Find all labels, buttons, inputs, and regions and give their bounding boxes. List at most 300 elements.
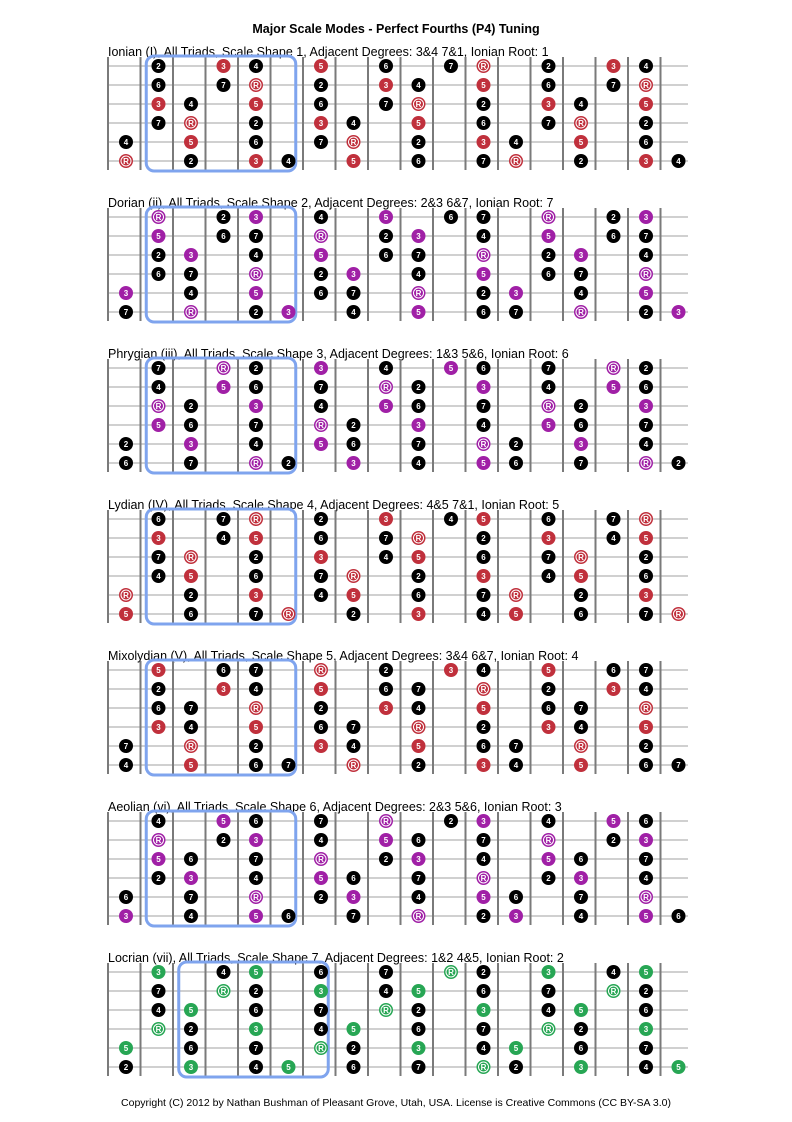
svg-text:4: 4	[383, 987, 389, 996]
scale-degree-marker	[152, 248, 166, 262]
scale-degree-marker	[542, 512, 556, 526]
scale-degree-marker	[412, 758, 426, 772]
svg-text:7: 7	[676, 761, 681, 770]
svg-text:5: 5	[481, 459, 486, 468]
svg-text:2: 2	[188, 591, 194, 600]
svg-text:R: R	[643, 270, 649, 279]
scale-degree-marker	[477, 701, 491, 715]
scale-degree-marker	[574, 97, 588, 111]
scale-degree-marker	[542, 361, 556, 375]
svg-text:2: 2	[481, 534, 486, 543]
svg-text:6: 6	[611, 666, 616, 675]
svg-text:6: 6	[546, 270, 551, 279]
svg-text:5: 5	[383, 836, 389, 845]
scale-degree-marker	[672, 1060, 686, 1074]
scale-degree-marker	[314, 512, 328, 526]
mode-heading: Lydian (IV), All Triads, Scale Shape 4, Adjacent Degrees: 4&5 7&1, Ionian Root: 5	[108, 498, 560, 512]
svg-text:6: 6	[253, 572, 259, 581]
scale-degree-marker	[542, 984, 556, 998]
scale-degree-marker	[347, 456, 361, 470]
scale-degree-marker	[477, 1003, 491, 1017]
svg-text:R: R	[253, 270, 259, 279]
svg-text:2: 2	[188, 1025, 194, 1034]
svg-text:4: 4	[156, 1006, 161, 1015]
svg-text:3: 3	[156, 534, 161, 543]
svg-text:2: 2	[546, 251, 551, 260]
svg-text:R: R	[415, 912, 422, 921]
svg-text:2: 2	[578, 402, 584, 411]
scale-degree-marker	[639, 852, 653, 866]
scale-degree-marker	[574, 1041, 588, 1055]
svg-text:3: 3	[188, 874, 194, 883]
svg-text:6: 6	[188, 421, 194, 430]
root-note-marker	[152, 399, 166, 413]
svg-text:2: 2	[546, 874, 551, 883]
svg-text:7: 7	[481, 213, 486, 222]
svg-text:6: 6	[188, 855, 194, 864]
svg-text:4: 4	[643, 62, 649, 71]
svg-text:3: 3	[611, 62, 616, 71]
scale-degree-marker	[249, 1041, 263, 1055]
scale-degree-marker	[314, 739, 328, 753]
scale-degree-marker	[412, 1041, 426, 1055]
scale-degree-marker	[639, 59, 653, 73]
svg-text:7: 7	[318, 1006, 324, 1015]
svg-text:2: 2	[481, 289, 486, 298]
svg-text:7: 7	[643, 610, 649, 619]
root-note-marker	[249, 267, 263, 281]
scale-degree-marker	[184, 286, 198, 300]
scale-degree-marker	[347, 437, 361, 451]
scale-degree-marker	[574, 758, 588, 772]
svg-text:R: R	[188, 742, 194, 751]
svg-text:6: 6	[253, 761, 259, 770]
root-note-marker	[119, 588, 133, 602]
svg-text:5: 5	[416, 987, 421, 996]
root-note-marker	[639, 890, 653, 904]
scale-degree-marker	[184, 1060, 198, 1074]
root-note-marker	[412, 97, 426, 111]
svg-text:4: 4	[546, 383, 551, 392]
svg-text:7: 7	[416, 874, 421, 883]
svg-text:6: 6	[318, 534, 324, 543]
scale-degree-marker	[509, 135, 523, 149]
scale-degree-marker	[249, 739, 263, 753]
scale-degree-marker	[639, 1060, 653, 1074]
scale-degree-marker	[574, 588, 588, 602]
svg-text:4: 4	[253, 440, 259, 449]
svg-text:R: R	[123, 157, 129, 166]
scale-degree-marker	[477, 116, 491, 130]
svg-text:7: 7	[481, 402, 486, 411]
scale-degree-marker	[152, 78, 166, 92]
svg-text:2: 2	[253, 308, 259, 317]
scale-degree-marker	[119, 739, 133, 753]
scale-degree-marker	[152, 550, 166, 564]
svg-text:7: 7	[383, 100, 389, 109]
scale-degree-marker	[477, 286, 491, 300]
scale-degree-marker	[639, 663, 653, 677]
page-title: Major Scale Modes - Perfect Fourths (P4) Tuning	[252, 22, 540, 36]
svg-text:7: 7	[156, 987, 161, 996]
svg-text:2: 2	[156, 685, 161, 694]
scale-degree-marker	[477, 758, 491, 772]
scale-degree-marker	[542, 871, 556, 885]
svg-text:7: 7	[481, 591, 486, 600]
svg-text:4: 4	[513, 138, 519, 147]
root-note-marker	[639, 78, 653, 92]
svg-text:R: R	[643, 81, 649, 90]
scale-degree-marker	[379, 210, 393, 224]
scale-degree-marker	[314, 531, 328, 545]
scale-degree-marker	[119, 135, 133, 149]
svg-text:R: R	[318, 421, 324, 430]
svg-text:2: 2	[611, 213, 616, 222]
scale-degree-marker	[249, 1022, 263, 1036]
svg-text:3: 3	[253, 213, 259, 222]
svg-text:4: 4	[253, 251, 259, 260]
svg-text:7: 7	[546, 364, 551, 373]
svg-text:R: R	[123, 591, 129, 600]
scale-degree-marker	[509, 607, 523, 621]
scale-degree-marker	[444, 210, 458, 224]
svg-text:2: 2	[643, 553, 649, 562]
svg-text:2: 2	[416, 572, 421, 581]
svg-text:7: 7	[578, 270, 584, 279]
svg-text:4: 4	[611, 968, 616, 977]
scale-degree-marker	[347, 588, 361, 602]
svg-text:3: 3	[188, 440, 194, 449]
svg-text:5: 5	[156, 421, 161, 430]
scale-degree-marker	[477, 984, 491, 998]
scale-degree-marker	[607, 965, 621, 979]
scale-degree-marker	[477, 305, 491, 319]
root-note-marker	[314, 852, 328, 866]
scale-degree-marker	[249, 720, 263, 734]
scale-degree-marker	[542, 97, 556, 111]
scale-degree-marker	[347, 890, 361, 904]
svg-text:5: 5	[416, 742, 421, 751]
svg-text:R: R	[545, 836, 552, 845]
svg-text:7: 7	[318, 383, 324, 392]
svg-text:5: 5	[546, 666, 551, 675]
fretboard-diagram	[0, 960, 792, 1079]
svg-text:2: 2	[318, 515, 324, 524]
svg-text:3: 3	[188, 251, 194, 260]
svg-text:7: 7	[611, 81, 616, 90]
svg-text:7: 7	[221, 81, 226, 90]
scale-degree-marker	[347, 154, 361, 168]
svg-text:R: R	[545, 213, 552, 222]
scale-degree-marker	[509, 305, 523, 319]
root-note-marker	[119, 154, 133, 168]
svg-text:7: 7	[351, 912, 356, 921]
svg-text:4: 4	[123, 138, 129, 147]
svg-text:5: 5	[123, 610, 129, 619]
svg-text:2: 2	[643, 364, 649, 373]
scale-degree-marker	[217, 78, 231, 92]
scale-degree-marker	[314, 1003, 328, 1017]
svg-text:3: 3	[643, 1025, 649, 1034]
svg-text:3: 3	[416, 421, 421, 430]
svg-text:4: 4	[546, 817, 551, 826]
svg-text:6: 6	[351, 1063, 356, 1072]
svg-text:3: 3	[448, 666, 454, 675]
scale-degree-marker	[152, 97, 166, 111]
svg-text:5: 5	[513, 1044, 519, 1053]
scale-degree-marker	[477, 456, 491, 470]
scale-degree-marker	[412, 116, 426, 130]
scale-degree-marker	[249, 97, 263, 111]
svg-text:6: 6	[643, 1006, 649, 1015]
scale-degree-marker	[379, 229, 393, 243]
scale-degree-marker	[412, 78, 426, 92]
scale-degree-marker	[574, 607, 588, 621]
scale-degree-marker	[184, 1022, 198, 1036]
scale-degree-marker	[639, 871, 653, 885]
svg-text:2: 2	[643, 987, 649, 996]
svg-text:6: 6	[546, 515, 551, 524]
fretboard-diagram	[0, 658, 792, 777]
scale-degree-marker	[379, 833, 393, 847]
svg-text:2: 2	[351, 1044, 356, 1053]
svg-text:6: 6	[416, 402, 421, 411]
scale-degree-marker	[509, 1041, 523, 1055]
svg-text:5: 5	[643, 289, 649, 298]
svg-text:5: 5	[611, 383, 616, 392]
svg-text:4: 4	[318, 402, 324, 411]
svg-text:R: R	[415, 289, 422, 298]
scale-degree-marker	[249, 248, 263, 262]
scale-degree-marker	[379, 512, 393, 526]
scale-degree-marker	[444, 59, 458, 73]
svg-text:6: 6	[383, 62, 389, 71]
svg-text:R: R	[415, 534, 422, 543]
svg-text:4: 4	[643, 685, 649, 694]
scale-degree-marker	[412, 569, 426, 583]
svg-text:R: R	[220, 987, 227, 996]
scale-degree-marker	[314, 399, 328, 413]
scale-degree-marker	[217, 663, 231, 677]
svg-text:6: 6	[188, 610, 194, 619]
scale-degree-marker	[379, 248, 393, 262]
scale-degree-marker	[314, 78, 328, 92]
scale-degree-marker	[152, 965, 166, 979]
svg-text:2: 2	[383, 855, 389, 864]
svg-text:5: 5	[578, 138, 584, 147]
scale-degree-marker	[672, 154, 686, 168]
scale-degree-marker	[477, 531, 491, 545]
scale-degree-marker	[574, 456, 588, 470]
scale-degree-marker	[347, 305, 361, 319]
svg-text:6: 6	[643, 817, 649, 826]
scale-degree-marker	[314, 380, 328, 394]
svg-text:5: 5	[351, 1025, 356, 1034]
svg-text:4: 4	[643, 1063, 649, 1072]
scale-degree-marker	[249, 909, 263, 923]
scale-degree-marker	[477, 890, 491, 904]
scale-degree-marker	[314, 871, 328, 885]
scale-degree-marker	[574, 720, 588, 734]
svg-text:R: R	[643, 704, 649, 713]
scale-degree-marker	[412, 418, 426, 432]
svg-text:2: 2	[123, 440, 129, 449]
svg-text:5: 5	[643, 912, 649, 921]
root-note-marker	[477, 437, 491, 451]
scale-degree-marker	[217, 965, 231, 979]
scale-degree-marker	[574, 154, 588, 168]
scale-degree-marker	[477, 154, 491, 168]
scale-degree-marker	[347, 267, 361, 281]
scale-degree-marker	[119, 1041, 133, 1055]
fretboard-diagram	[0, 356, 792, 475]
scale-degree-marker	[639, 437, 653, 451]
scale-degree-marker	[639, 607, 653, 621]
scale-shape-box	[146, 811, 296, 926]
scale-degree-marker	[542, 569, 556, 583]
svg-text:6: 6	[253, 383, 259, 392]
scale-degree-marker	[152, 229, 166, 243]
scale-degree-marker	[152, 380, 166, 394]
svg-text:2: 2	[448, 817, 454, 826]
scale-degree-marker	[152, 59, 166, 73]
svg-text:3: 3	[416, 610, 421, 619]
scale-shape-box	[179, 962, 329, 1077]
root-note-marker	[639, 456, 653, 470]
scale-degree-marker	[379, 97, 393, 111]
svg-text:2: 2	[253, 119, 259, 128]
scale-shape-box	[146, 56, 296, 171]
scale-degree-marker	[639, 154, 653, 168]
svg-text:7: 7	[123, 308, 129, 317]
svg-text:R: R	[155, 402, 162, 411]
scale-degree-marker	[477, 210, 491, 224]
scale-degree-marker	[152, 267, 166, 281]
svg-text:5: 5	[513, 610, 519, 619]
svg-text:4: 4	[481, 232, 486, 241]
svg-text:4: 4	[481, 421, 486, 430]
scale-degree-marker	[574, 248, 588, 262]
scale-degree-marker	[314, 965, 328, 979]
svg-text:3: 3	[253, 402, 259, 411]
scale-degree-marker	[509, 286, 523, 300]
svg-text:7: 7	[188, 704, 194, 713]
scale-degree-marker	[152, 512, 166, 526]
scale-degree-marker	[477, 361, 491, 375]
svg-text:R: R	[253, 704, 259, 713]
svg-text:6: 6	[676, 912, 681, 921]
scale-degree-marker	[119, 890, 133, 904]
scale-degree-marker	[477, 267, 491, 281]
svg-text:2: 2	[643, 308, 649, 317]
svg-text:5: 5	[221, 817, 226, 826]
svg-text:2: 2	[221, 213, 226, 222]
svg-text:2: 2	[286, 459, 291, 468]
svg-text:R: R	[578, 553, 584, 562]
svg-text:3: 3	[253, 157, 259, 166]
scale-degree-marker	[574, 1003, 588, 1017]
svg-text:R: R	[480, 440, 487, 449]
svg-text:6: 6	[351, 874, 356, 883]
scale-degree-marker	[574, 701, 588, 715]
scale-degree-marker	[184, 569, 198, 583]
svg-text:R: R	[643, 459, 649, 468]
root-note-marker	[217, 361, 231, 375]
scale-degree-marker	[574, 890, 588, 904]
scale-degree-marker	[184, 399, 198, 413]
svg-text:5: 5	[546, 421, 551, 430]
mode-heading: Ionian (I), All Triads, Scale Shape 1, Adjacent Degrees: 3&4 7&1, Ionian Root: 1	[108, 45, 549, 59]
svg-text:R: R	[545, 402, 552, 411]
scale-degree-marker	[412, 890, 426, 904]
scale-degree-marker	[477, 965, 491, 979]
scale-degree-marker	[314, 361, 328, 375]
svg-text:2: 2	[253, 553, 259, 562]
svg-text:6: 6	[156, 704, 161, 713]
svg-text:2: 2	[318, 270, 324, 279]
root-note-marker	[379, 814, 393, 828]
scale-degree-marker	[477, 97, 491, 111]
scale-degree-marker	[379, 550, 393, 564]
svg-text:7: 7	[318, 138, 324, 147]
scale-degree-marker	[282, 154, 296, 168]
svg-text:3: 3	[481, 572, 486, 581]
svg-text:4: 4	[318, 836, 324, 845]
root-note-marker	[477, 1060, 491, 1074]
scale-degree-marker	[184, 1003, 198, 1017]
scale-degree-marker	[574, 418, 588, 432]
scale-degree-marker	[184, 701, 198, 715]
svg-text:2: 2	[416, 138, 421, 147]
svg-text:3: 3	[416, 855, 421, 864]
scale-degree-marker	[412, 833, 426, 847]
svg-text:4: 4	[643, 251, 649, 260]
svg-text:5: 5	[578, 761, 584, 770]
scale-degree-marker	[477, 720, 491, 734]
root-note-marker	[574, 739, 588, 753]
svg-text:3: 3	[221, 685, 226, 694]
svg-text:5: 5	[546, 855, 551, 864]
svg-text:4: 4	[611, 534, 616, 543]
root-note-marker	[217, 984, 231, 998]
scale-degree-marker	[249, 380, 263, 394]
svg-text:5: 5	[578, 572, 584, 581]
root-note-marker	[542, 1022, 556, 1036]
svg-text:7: 7	[546, 553, 551, 562]
svg-text:6: 6	[416, 157, 421, 166]
svg-text:R: R	[513, 591, 519, 600]
scale-degree-marker	[477, 739, 491, 753]
svg-text:4: 4	[481, 666, 486, 675]
svg-text:5: 5	[481, 270, 486, 279]
scale-degree-marker	[314, 286, 328, 300]
root-note-marker	[477, 248, 491, 262]
scale-degree-marker	[542, 1003, 556, 1017]
scale-degree-marker	[314, 814, 328, 828]
scale-degree-marker	[607, 78, 621, 92]
scale-degree-marker	[184, 456, 198, 470]
svg-text:5: 5	[188, 761, 194, 770]
svg-text:2: 2	[416, 1006, 421, 1015]
svg-text:4: 4	[156, 572, 161, 581]
scale-degree-marker	[412, 607, 426, 621]
svg-text:7: 7	[123, 742, 129, 751]
scale-degree-marker	[347, 1022, 361, 1036]
svg-text:R: R	[513, 157, 519, 166]
svg-text:4: 4	[481, 855, 486, 864]
scale-degree-marker	[249, 154, 263, 168]
svg-text:7: 7	[416, 1063, 421, 1072]
